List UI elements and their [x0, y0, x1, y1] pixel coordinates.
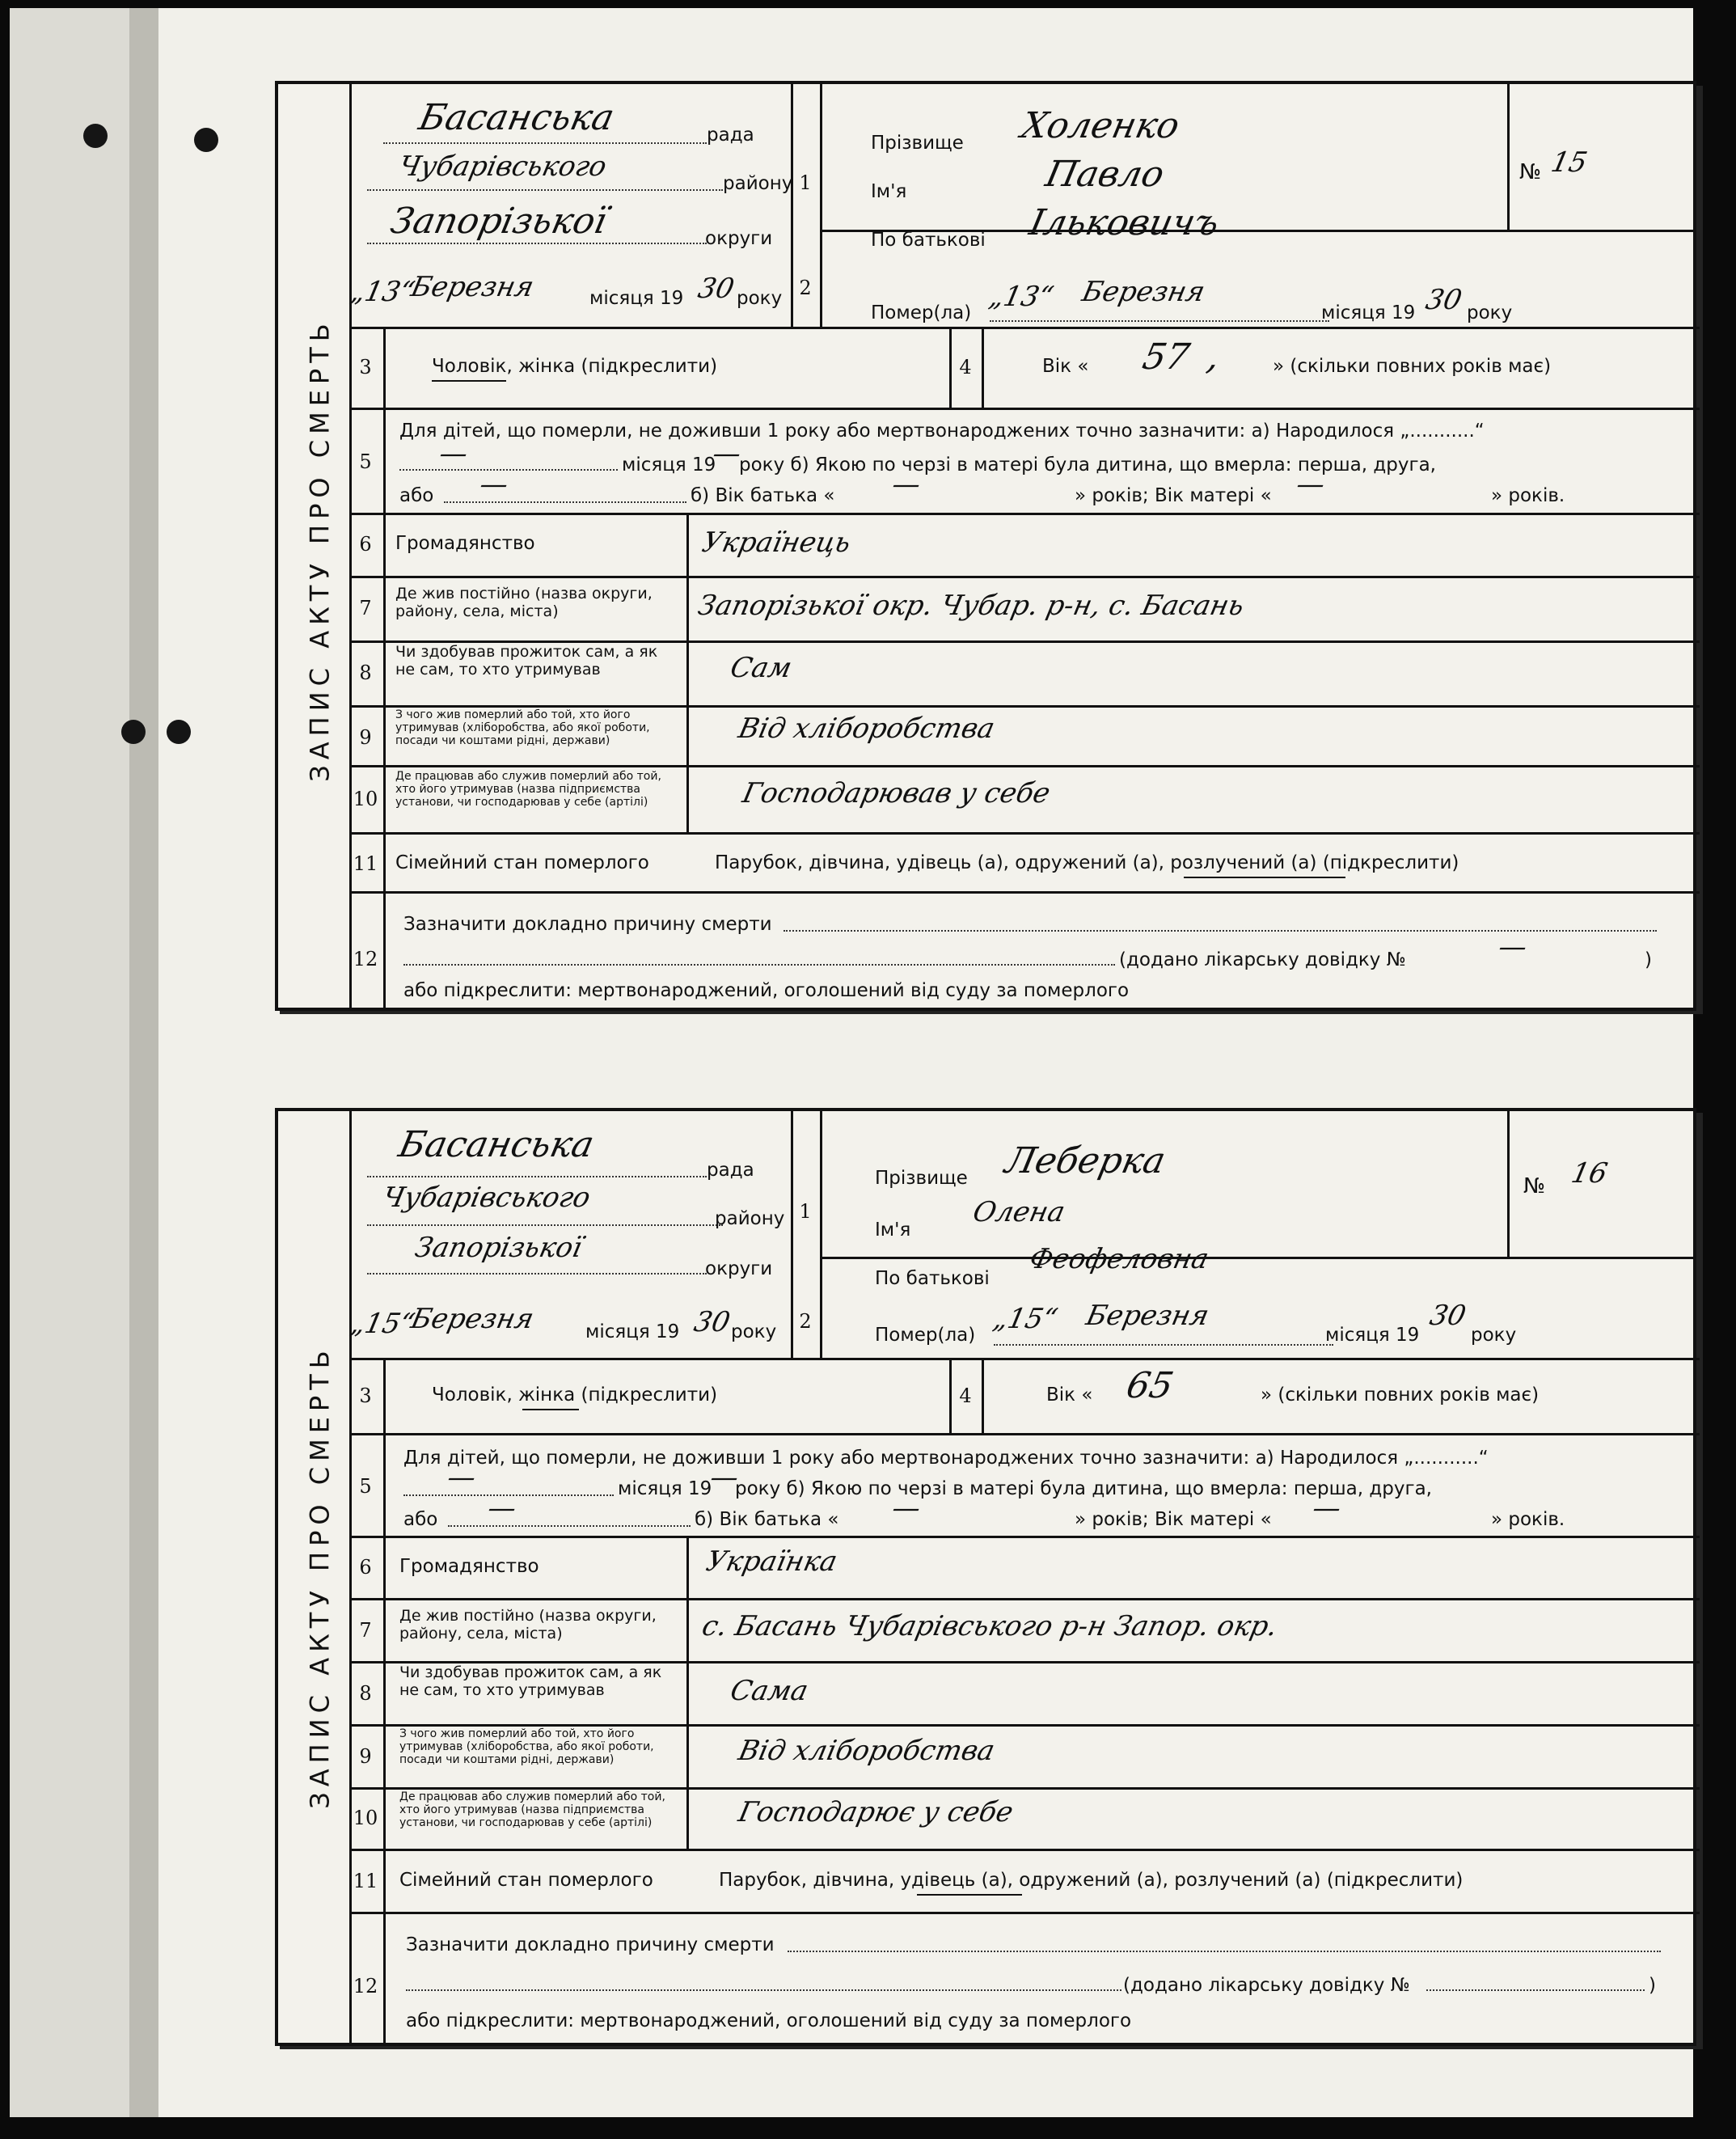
death-day: „15“ [990, 1303, 1061, 1335]
binding-fold [129, 8, 158, 2117]
residence-value: Запорізької окр. Чубар. р-н, с. Басань [695, 590, 1248, 622]
citizenship-value: Українка [703, 1545, 841, 1578]
punch-hole [167, 720, 191, 744]
reg-day: „15“ [347, 1308, 418, 1340]
punch-hole [194, 128, 218, 152]
surname-value: Холенко [1017, 105, 1184, 146]
age-value: 65 [1122, 1365, 1177, 1406]
marital-underline [1184, 877, 1345, 878]
residence-value: с. Басань Чубарівського р-н Запор. окр. [699, 1610, 1281, 1642]
record-number: 15 [1548, 146, 1590, 179]
patronymic-value: Ільковичъ [1025, 202, 1223, 243]
citizenship-value: Українець [699, 526, 854, 559]
death-day: „13“ [986, 281, 1057, 313]
reg-year: 30 [695, 273, 737, 305]
work-value: Господарював у себе [739, 777, 1054, 810]
record-vertical-title: ЗАПИС АКТУ ПРО СМЕРТЬ [305, 1345, 336, 1809]
name-value: Павло [1041, 154, 1168, 195]
livelihood-value: Від хліборобства [735, 712, 998, 745]
okruha-value: Запорізької [386, 201, 611, 242]
death-record-card: Басанська рада Чубарівського району Запорізької округи „13“ Березня місяця 19 30 року 1 2 Прізвище Холенко Ім'я Павло По батькові Ільковичъ № 15 Помер(ла) „13“ Березня місяця 19 30 року 3 Чоловік, жінка (підкреслити) 4 Вік « 57 , » (скільки повних років має) 5 Для дітей, що померли, не доживши 1 року або мертвонароджених точно зазначити: а) Народилося „...........“ — місяця 19 — року б) Якою по черзі в матері була дитина, що вмерла: перша, друга, або — б) Вік батька « — » років; Вік матері « — » років. 6 Громадянство Українець 7 Де жив постійно (назва округи, району, села, міста) Запорізької окр. Чубар. р-н, с. Басань 8 Чи здобував прожиток сам, а як не сам, то хто утримував Сам 9 З чого жив померлий або той, хто його утримував (хліборобства, або якої роботи, посади чи коштами рідні, держави) Від хліборобства 10 Де працював або служив померлий або той, хто його утримував (назва підприємства установи, чи господарював у себе (артілі) Господарював у себе 11 Сімейний стан померлого Парубок, дівчина, удівець (а), одружений (а), розлучений (а) (підкреслити) 12 Зазначити докладно причину смерти (додано лікарську довідку № — ) або підкреслити: мертвонароджений, оголошений від суду за померлого [275, 81, 1696, 1011]
punch-hole [83, 124, 108, 148]
rada-value: Басанська [395, 1124, 598, 1165]
reg-day: „13“ [347, 276, 418, 308]
death-month: Березня [1079, 276, 1208, 308]
death-year: 30 [1422, 284, 1465, 316]
work-value: Господарює у себе [735, 1796, 1016, 1828]
reg-month: Березня [408, 271, 537, 303]
support-value: Сам [727, 652, 795, 684]
sex-options: Чоловік, жінка (підкреслити) [432, 1384, 718, 1406]
sex-underline [432, 380, 506, 382]
death-record-card: Басанська рада Чубарівського району Запорізької округи „15“ Березня місяця 19 30 року 1 2 Прізвище Леберка Ім'я Олена По батькові Феофеловна № 16 Помер(ла) „15“ Березня місяця 19 30 року 3 Чоловік, жінка (підкреслити) 4 Вік « 65 » (скільки повних років має) 5 Для дітей, що померли, не доживши 1 року або мертвонароджених точно зазначити: а) Народилося „...........“ — місяця 19 — року б) Якою по черзі в матері була дитина, що вмерла: перша, друга, або — б) Вік батька « — » років; Вік матері « — » років. 6 Громадянство Українка 7 Де жив постійно (назва округи, району, села, міста) с. Басань Чубарівського р-н Запор. окр. 8 Чи здобував прожиток сам, а як не сам, то хто утримував Сама 9 З чого жив померлий або той, хто його утримував (хліборобства, або якої роботи, посади чи коштами рідні, держави) Від хліборобства 10 Де працював або служив померлий або той, хто його утримував (назва підприємства установи, чи господарював у себе (артілі) Господарює у себе 11 Сімейний стан померлого Парубок, дівчина, удівець (а), одружений (а), розлучений (а) (підкреслити) 12 Зазначити докладно причину смерти (додано лікарську довідку № ) або підкреслити: мертвонароджений, оголошений від суду за померлого [275, 1108, 1696, 2046]
livelihood-value: Від хліборобства [735, 1735, 998, 1767]
death-year: 30 [1426, 1300, 1469, 1332]
support-value: Сама [727, 1675, 812, 1707]
patronymic-value: Феофеловна [1026, 1243, 1212, 1275]
okruha-value: Запорізької [412, 1232, 585, 1264]
marital-options: Парубок, дівчина, удівець (а), одружений (а), розлучений (а) (підкреслити) [719, 1870, 1464, 1891]
death-month: Березня [1083, 1300, 1212, 1332]
record-number: 16 [1568, 1157, 1611, 1190]
rayon-value: Чубарівського [379, 1182, 593, 1214]
binding-spine [10, 8, 129, 2117]
age-value: 57 [1138, 336, 1193, 378]
punch-hole [121, 720, 146, 744]
sex-options: Чоловік, жінка (підкреслити) [432, 356, 718, 377]
record-vertical-title: ЗАПИС АКТУ ПРО СМЕРТЬ [305, 318, 336, 782]
name-value: Олена [969, 1196, 1068, 1228]
rayon-value: Чубарівського [395, 150, 610, 183]
marital-underline [917, 1894, 1022, 1896]
reg-month: Березня [408, 1303, 537, 1335]
rada-value: Басанська [415, 97, 619, 138]
sex-underline [522, 1409, 579, 1410]
surname-value: Леберка [1001, 1140, 1169, 1182]
reg-year: 30 [691, 1306, 733, 1338]
marital-options: Парубок, дівчина, удівець (а), одружений (а), розлучений (а) (підкреслити) [715, 852, 1459, 873]
